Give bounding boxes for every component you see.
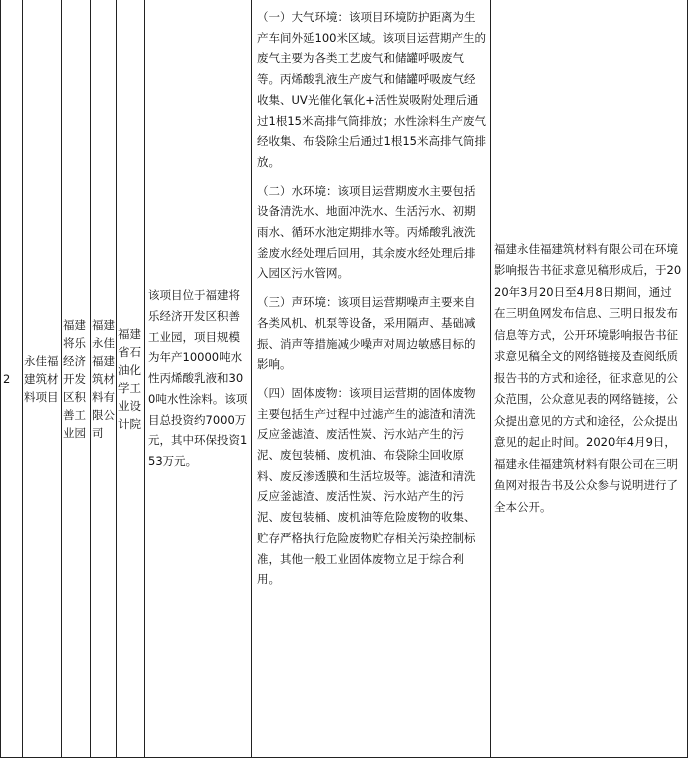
project-location: 福建将乐经济开发区积善工业园 [63, 317, 86, 440]
project-overview: 该项目位于福建将乐经济开发区积善工业园，项目规模为年产10000吨水性丙烯酸乳液和300吨水性涂料。该项目总投资约7000万元，其中环保投资153万元。 [148, 288, 248, 468]
measure-air: （一）大气环境：该项目环境防护距离为生产车间外延100米区域。该项目运营期产生的废气主要为各类工艺废气和储罐呼吸废气等。丙烯酸乳液生产废气和储罐呼吸废气经收集、UV光催化氧化+活性炭吸附处理后通过1根15米高排气筒排放；水性涂料生产废气经收集、布袋除尘后通过1根15米高排气筒排放。 [257, 10, 486, 169]
cell-public-participation [491, 0, 688, 758]
cell-location [62, 0, 91, 758]
measure-solid-waste: （四）固体废物：该项目运营期的固体废物主要包括生产过程中过滤产生的滤渣和清洗反应釜滤渣、废活性炭、污水站产生的污泥、废包装桶、废机油、布袋除尘回收原料、废反渗透膜和生活垃圾等。滤渣和清洗反应釜滤渣、废活性炭、污水站产生的污泥、废包装桶、废机油等危险废物的收集、贮存严格执行危险废物贮存相关污染控制标准，其他一般工业固体废物立足于综合利用。 [257, 385, 476, 587]
measure-noise: （三）声环境：该项目运营期噪声主要来自各类风机、机泵等设备，采用隔声、基础减振、消声等措施减少噪声对周边敏感目标的影响。 [257, 295, 476, 372]
cell-developer [91, 0, 117, 758]
cell-index [0, 0, 23, 758]
cell-environmental-measures [252, 0, 491, 758]
cell-overview [145, 0, 252, 758]
cell-project-name [23, 0, 62, 758]
row-index: 2 [3, 371, 11, 386]
eia-agency-name: 福建省石油化学工业设计院 [118, 326, 141, 431]
developer-name: 福建永佳福建筑材料有限公司 [92, 317, 115, 440]
cell-eia-agency [117, 0, 145, 758]
public-participation-text: 福建永佳福建筑材料有限公司在环境影响报告书征求意见稿形成后，于2020年3月20日至4月8日期间，通过在三明鱼网发布信息、三明日报发布信息等方式，公开环境影响报告书征求意见稿全文的网络链接及查阅纸质报告书的方式和途径，征求意见的公众范围，公众意见表的网络链接，公众提出意见的方式和途径，公众提出意见的起止时间。2020年4月9日，福建永佳福建筑材料有限公司在三明鱼网对报告书及公众参与说明进行了全本公开。 [494, 241, 682, 514]
project-name: 永佳福建筑材料项目 [24, 353, 59, 404]
measure-water: （二）水环境：该项目运营期废水主要包括设备清洗水、地面冲洗水、生活污水、初期雨水、循环水池定期排水等。丙烯酸乳液洗釜废水经处理后回用，其余废水经处理后排入园区污水管网。 [257, 183, 476, 281]
